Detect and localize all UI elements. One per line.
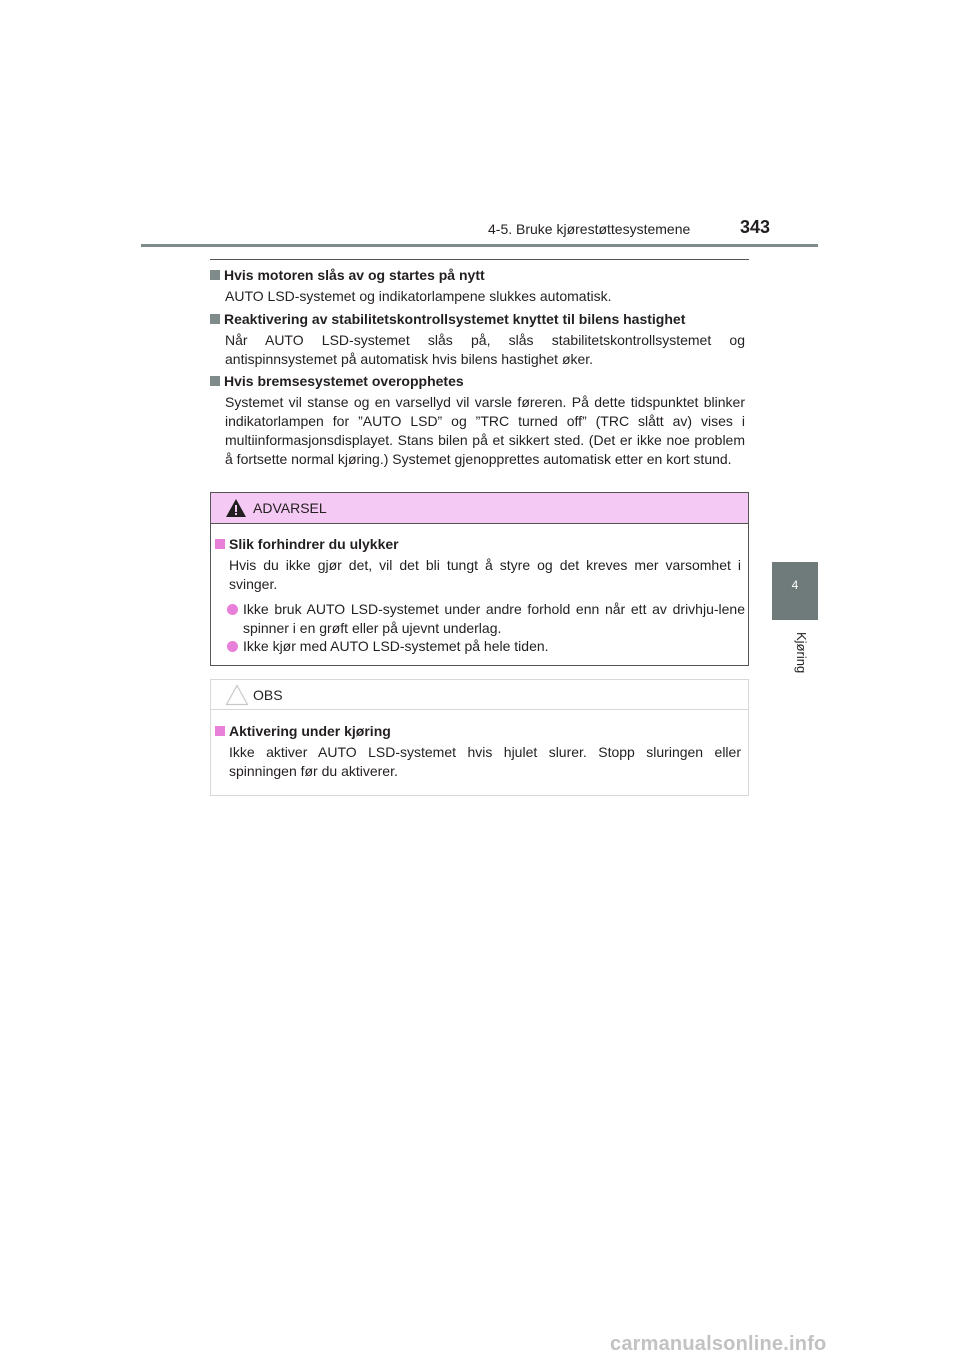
chapter-label: Kjøring — [794, 632, 809, 674]
watermark: carmanualsonline.info — [610, 1333, 827, 1355]
warning-body: Hvis du ikke gjør det, vil det bli tungt å styre og det kreves mer varsomhet i svinger. — [229, 557, 741, 592]
notice-header — [211, 680, 748, 710]
notice-body: Ikke aktiver AUTO LSD-systemet hvis hjulet slurer. Stopp sluringen eller spinningen før du aktiverer. — [229, 744, 741, 779]
section-body: Når AUTO LSD-systemet slås på, slås stabilitetskontrollsystemet og antispinnsystemet på automatisk hvis bilens hastighet øker. — [225, 332, 745, 367]
section-heading: Reaktivering av stabilitetskontrollsystemet knyttet til bilens hastighet — [210, 311, 685, 327]
warning-title: Slik forhindrer du ulykker — [215, 536, 399, 552]
section-heading: Hvis bremsesystemet overopphetes — [210, 373, 464, 389]
warning-header — [211, 493, 748, 524]
round-bullet-icon — [227, 641, 238, 652]
warning-bullet: Ikke kjør med AUTO LSD-systemet på hele tiden. — [227, 637, 745, 656]
square-bullet-icon — [215, 726, 225, 736]
warning-bullet: Ikke bruk AUTO LSD-systemet under andre forhold enn når ett av drivhju-lene spinner i en grøft eller på ujevnt underlag. — [227, 600, 745, 638]
square-bullet-icon — [210, 314, 220, 324]
square-bullet-icon — [210, 270, 220, 280]
section-body: Systemet vil stanse og en varsellyd vil varsle føreren. På dette tidspunktet blinker indikatorlampen for ”AUTO LSD” og ”TRC turned off” (TRC slått av) vises i multiinformasjonsdisplayet. Stans bilen på et sikkert sted. (Det er ikke noe problem å fortsette normal kjøring.) Systemet gjenopprettes automatisk etter en kort stund. — [225, 394, 745, 467]
header-rule — [141, 244, 818, 247]
section-body: AUTO LSD-systemet og indikatorlampene slukkes automatisk. — [225, 288, 612, 304]
notice-box — [210, 679, 749, 796]
notice-title: Aktivering under kjøring — [215, 723, 391, 739]
warning-box — [210, 492, 749, 666]
section-heading: Hvis motoren slås av og startes på nytt — [210, 267, 485, 283]
content-rule — [210, 259, 749, 260]
warning-triangle-icon — [225, 498, 247, 518]
square-bullet-icon — [215, 539, 225, 549]
warning-label: ADVARSEL — [253, 500, 327, 516]
round-bullet-icon — [227, 604, 238, 615]
chapter-tab: 4 — [772, 562, 818, 620]
notice-label: OBS — [253, 687, 283, 703]
caution-triangle-icon — [225, 684, 249, 706]
square-bullet-icon — [210, 376, 220, 386]
page-number: 343 — [740, 217, 771, 237]
section-title: 4-5. Bruke kjørestøttesystemene — [488, 221, 691, 237]
